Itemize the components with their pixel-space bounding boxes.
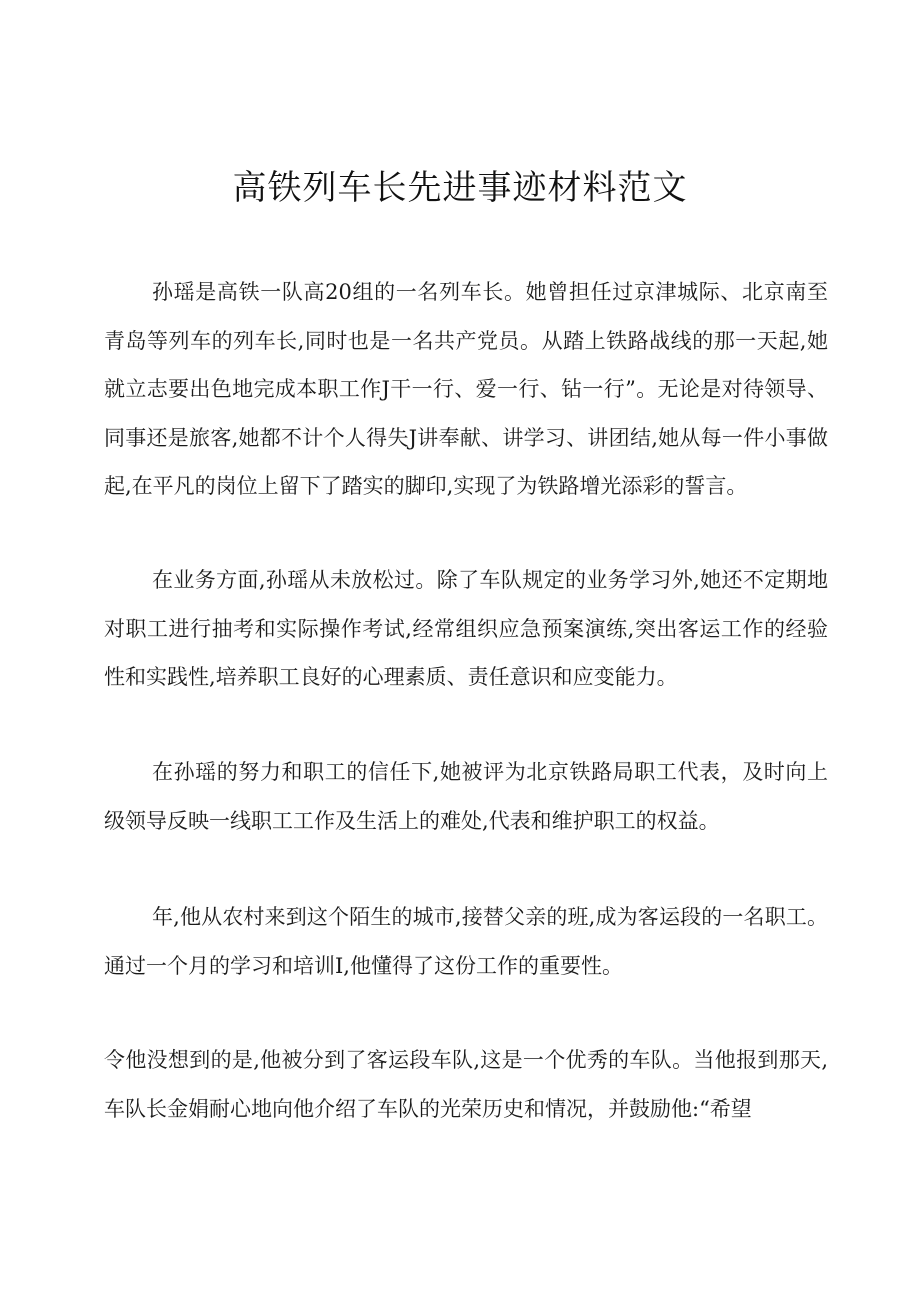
paragraph-2: 在业务方面,孙瑶从未放松过。除了车队规定的业务学习外,她还不定期地对职工进行抽考和实际操作考试,经常组织应急预案演练,突出客运工作的经验性和实践性,培养职工良好的心理素质、责任意识和应变能力。 (104, 568, 828, 689)
paragraph-1: 孙瑶是高铁一队高20组的一名列车长。她曾担任过京津城际、北京南至青岛等列车的列车长,同时也是一名共产党员。从踏上铁路战线的那一天起,她就立志要出色地完成本职工作J干一行、爱一行、钻一行”。无论是对待领导、同事还是旅客,她都不计个人得失J讲奉献、讲学习、讲团结,她从每一件小事做起,在平凡的岗位上留下了踏实的脚印,实现了为铁路增光添彩的誓言。 (104, 280, 828, 498)
paragraph-3: 在孙瑶的努力和职工的信任下,她被评为北京铁路局职工代表，及时向上级领导反映一线职工工作及生活上的难处,代表和维护职工的权益。 (104, 760, 828, 833)
paragraph-5: 令他没想到的是,他被分到了客运段车队,这是一个优秀的车队。当他报到那天,车队长金娟耐心地向他介绍了车队的光荣历史和情况，并鼓励他:“希望 (104, 1048, 828, 1121)
document-title: 高铁列车长先进事迹材料范文 (232, 168, 688, 208)
paragraph-4: 年,他从农村来到这个陌生的城市,接替父亲的班,成为客运段的一名职工。通过一个月的学习和培训I,他懂得了这份工作的重要性。 (104, 905, 828, 978)
